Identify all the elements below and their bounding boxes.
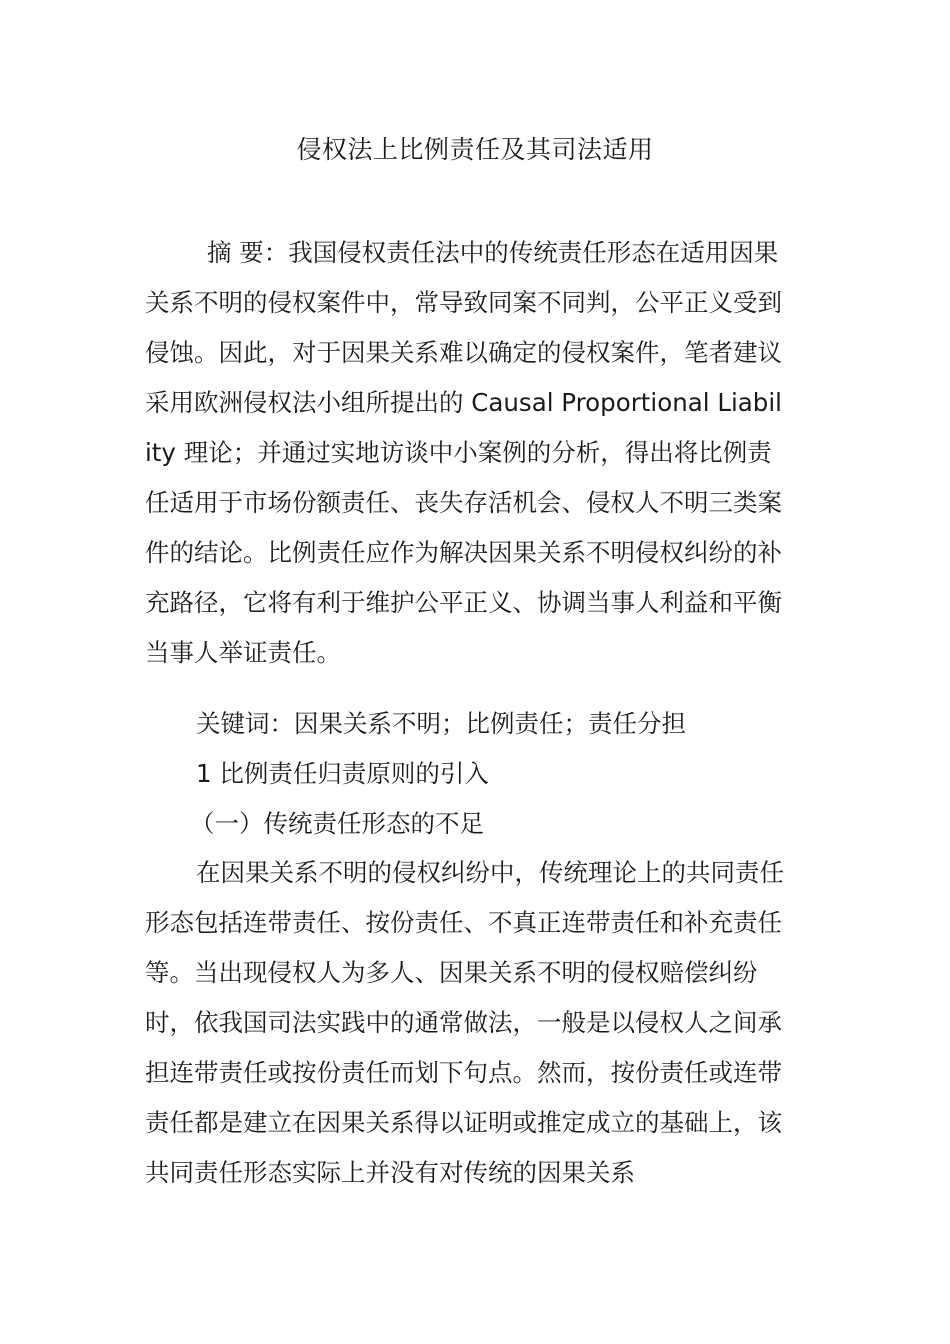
keywords-line: 关键词：因果关系不明；比例责任；责任分担 xyxy=(196,709,686,738)
document-title: 侵权法上比例责任及其司法适用 xyxy=(296,135,654,164)
body-paragraph: 在因果关系不明的侵权纠纷中，传统理论上的共同责任形态包括连带责任、按份责任、不真正连带责任和补充责任等。当出现侵权人为多人、因果关系不明的侵权赔偿纠纷时，依我国司法实践中的通常做法，一般是以侵权人之间承担连带责任或按份责任而划下句点。然而，按份责任或连带责任都是建立在因果关系得以证明或推定成立的基础上，该共同责任形态实际上并没有对传统的因果关系 xyxy=(145,858,784,1187)
section-heading: 1 比例责任归责原则的引入 xyxy=(196,759,489,788)
subsection-heading: （一）传统责任形态的不足 xyxy=(190,809,484,838)
abstract-paragraph: 摘 要：我国侵权责任法中的传统责任形态在适用因果关系不明的侵权案件中，常导致同案不同判，公平正义受到侵蚀。因此，对于因果关系难以确定的侵权案件，笔者建议采用欧洲侵权法小组所提出的 Causal Proportional Liability 理论；并通过实地访谈中小案例的分析，得出将比例责任适用于市场份额责任、丧失存活机会、侵权人不明三类案件的结论。比例责任应作为解决因果关系不明侵权纠纷的补充路径，它将有利于维护公平正义、协调当事人利益和平衡当事人举证责任。 xyxy=(145,238,782,667)
